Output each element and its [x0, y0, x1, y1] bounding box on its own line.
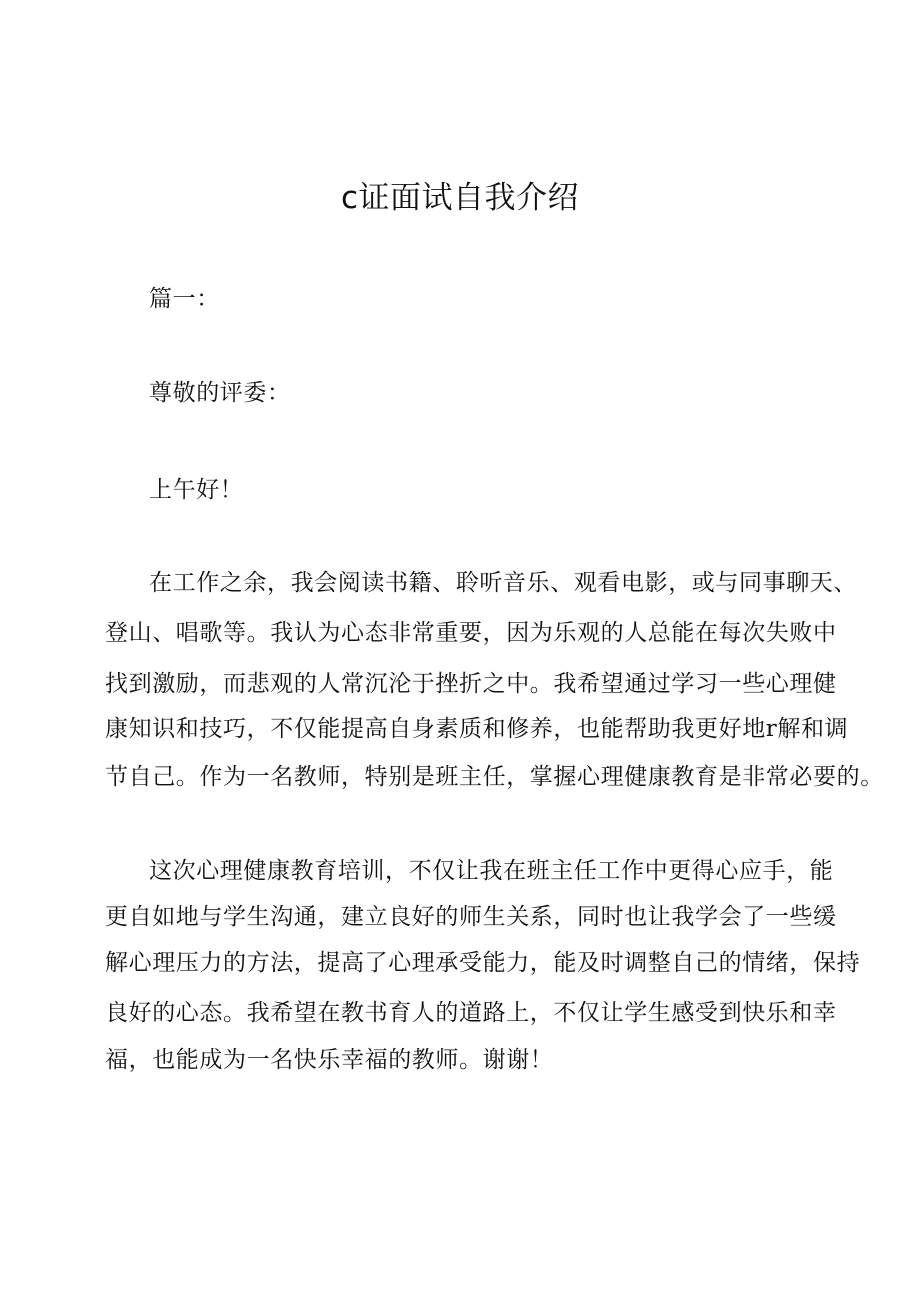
paragraph-line: 福，也能成为一名快乐幸福的教师。谢谢！ — [105, 1047, 554, 1073]
paragraph-line: 在工作之余，我会阅读书籍、聆听音乐、观看电影，或与同事聊天、 — [149, 570, 857, 596]
paragraph-line: 解心理压力的方法，提高了心理承受能力，能及时调整自己的情绪，保持 — [105, 950, 861, 976]
paragraph-line: 登山、唱歌等。我认为心态非常重要，因为乐观的人总能在每次失败中 — [105, 620, 837, 646]
document-title: c证面试自我介绍 — [340, 180, 580, 216]
paragraph-line: 节自己。作为一名教师，特别是班主任，掌握心理健康教育是非常必要的。 — [105, 764, 884, 790]
paragraph-line: 找到激励，而悲观的人常沉沦于挫折之中。我希望通过学习一些心理健 — [105, 671, 837, 697]
paragraph-line: 良好的心态。我希望在教书育人的道路上，不仅让学生感受到快乐和幸 — [105, 1000, 837, 1026]
salutation: 尊敬的评委： — [149, 380, 291, 406]
section-label: 篇一： — [149, 286, 220, 312]
paragraph-line: 更自如地与学生沟通，建立良好的师生关系，同时也让我学会了一些缓 — [105, 904, 837, 930]
paragraph-line: 康知识和技巧，不仅能提高自身素质和修养，也能帮助我更好地r解和调 — [105, 716, 849, 742]
greeting: 上午好！ — [149, 477, 244, 503]
paragraph-line: 这次心理健康教育培训，不仅让我在班主任工作中更得心应手，能 — [149, 858, 834, 884]
